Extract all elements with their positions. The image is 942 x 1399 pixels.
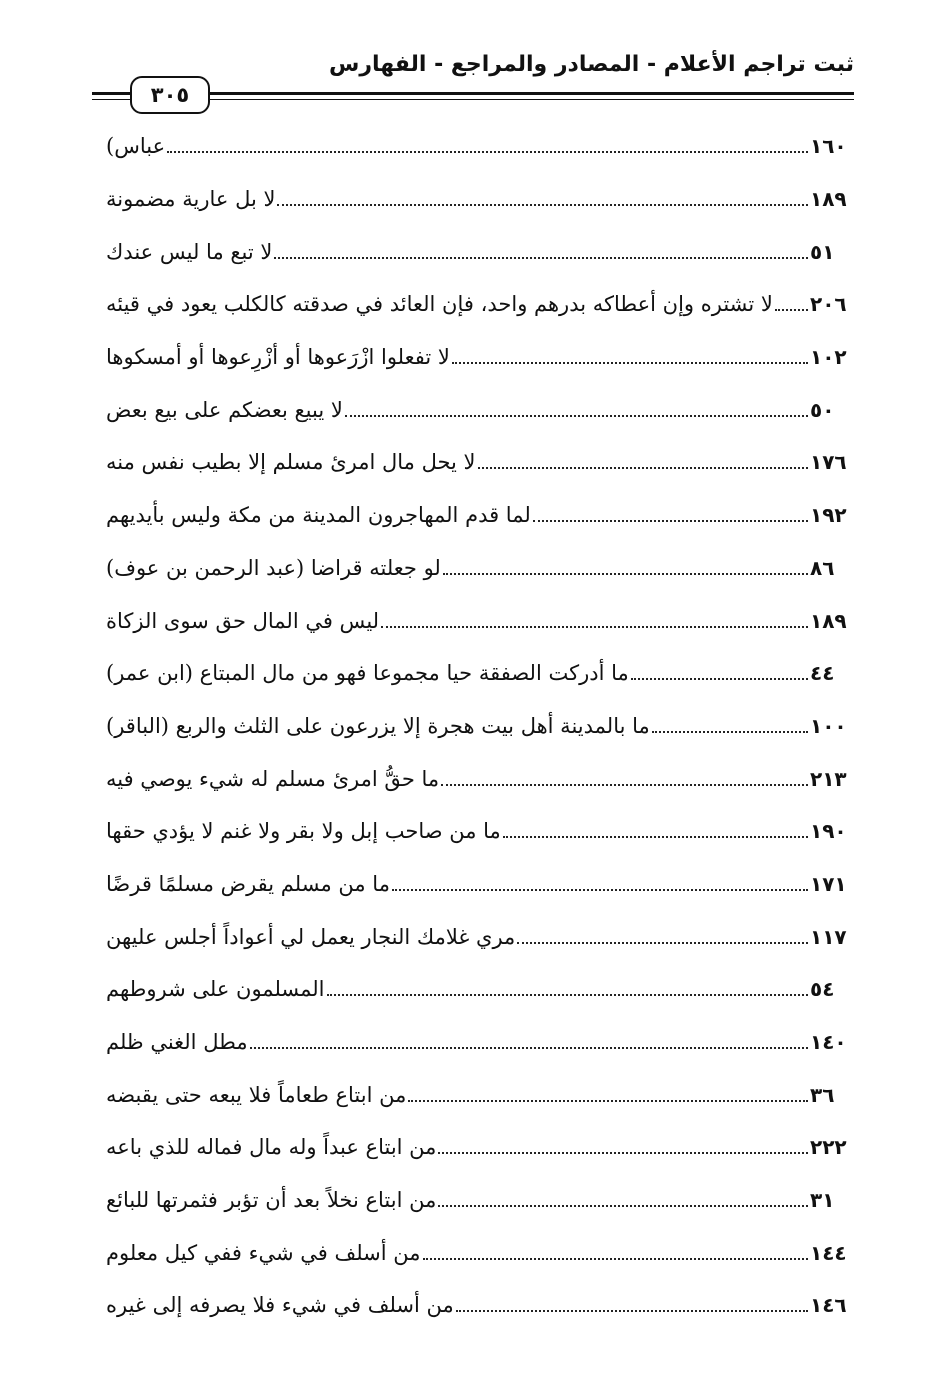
dot-leader — [503, 836, 808, 838]
entry-page-number: ٥٤ — [810, 977, 835, 1002]
entry-text: لو جعلته قراضا (عبد الرحمن بن عوف) — [106, 555, 441, 580]
entry-text: مطل الغني ظلم — [106, 1030, 248, 1055]
index-entry — [102, 752, 850, 805]
index-entry — [102, 278, 850, 331]
entry-text: ليس في المال حق سوى الزكاة — [106, 608, 380, 633]
dot-leader — [478, 467, 808, 469]
index-entry — [102, 1121, 850, 1174]
index-entry — [102, 489, 850, 542]
entry-text: لا تشتره وإن أعطاكه بدرهم واحد، فإن العائد في صدقته كالكلب يعود في قيئه — [106, 292, 773, 317]
dot-leader — [250, 1047, 808, 1049]
index-entry — [102, 647, 850, 700]
dot-leader — [277, 204, 808, 206]
entry-text: من أسلف في شيء ففي كيل معلوم — [106, 1240, 421, 1265]
dot-leader — [381, 626, 808, 628]
entry-page-number: ٤٤ — [810, 661, 835, 686]
index-entry — [102, 858, 850, 911]
index-entry — [102, 594, 850, 647]
index-entry — [102, 542, 850, 595]
dot-leader — [456, 1310, 808, 1312]
entry-page-number: ١٦٠ — [810, 134, 847, 159]
entry-page-number: ٢١٣ — [810, 766, 847, 791]
dot-leader — [452, 362, 808, 364]
index-entry — [102, 225, 850, 278]
entry-text: من ابتاع عبداً وله مال فماله للذي باعه — [106, 1135, 437, 1160]
entry-page-number: ١٩٢ — [810, 503, 847, 528]
entry-text: ما من صاحب إبل ولا بقر ولا غنم لا يؤدي حقها — [106, 819, 501, 844]
entry-page-number: ١١٧ — [810, 924, 847, 949]
index-entry — [102, 1016, 850, 1069]
entry-page-number: ١٠٢ — [810, 345, 847, 370]
entry-page-number: ١٨٩ — [810, 187, 847, 212]
entry-page-number: ١٩٠ — [810, 819, 847, 844]
entry-text: مري غلامك النجار يعمل لي أعواداً أجلس عليهن — [106, 924, 516, 949]
index-entry — [102, 173, 850, 226]
entry-page-number: ٢٠٦ — [810, 292, 847, 317]
entry-text: لا تبع ما ليس عندك — [106, 239, 273, 264]
index-entry — [102, 963, 850, 1016]
entry-page-number: ٥٠ — [810, 397, 835, 422]
index-entry — [102, 805, 850, 858]
dot-leader — [533, 520, 808, 522]
index-entry — [102, 1068, 850, 1121]
dot-leader — [408, 1100, 808, 1102]
entry-text: من أسلف في شيء فلا يصرفه إلى غيره — [106, 1293, 454, 1318]
index-entry — [102, 700, 850, 753]
index-entry — [102, 1174, 850, 1227]
dot-leader — [327, 994, 808, 996]
entry-text: ما بالمدينة أهل بيت هجرة إلا يزرعون على الثلث والربع (الباقر) — [106, 713, 650, 738]
entry-text: من ابتاع نخلاً بعد أن تؤبر فثمرتها للبائع — [106, 1188, 437, 1213]
dot-leader — [652, 731, 808, 733]
dot-leader — [438, 1205, 808, 1207]
index-entry — [102, 910, 850, 963]
entry-text: ما حقُّ امرئ مسلم له شيء يوصي فيه — [106, 766, 440, 791]
dot-leader — [631, 678, 808, 680]
entry-text: من ابتاع طعاماً فلا يبعه حتى يقبضه — [106, 1082, 407, 1107]
dot-leader — [423, 1258, 808, 1260]
page-number: ٣٠٥ — [150, 83, 190, 107]
entry-text: عباس) — [106, 134, 166, 159]
entry-page-number: ١٤٠ — [810, 1030, 847, 1055]
dot-leader — [438, 1152, 808, 1154]
dot-leader — [345, 415, 808, 417]
index-entry — [102, 1226, 850, 1279]
entry-text: المسلمون على شروطهم — [106, 977, 325, 1002]
entry-page-number: ١٤٤ — [810, 1240, 847, 1265]
index-entry — [102, 1279, 850, 1332]
running-header: ثبت تراجم الأعلام - المصادر والمراجع - الفهارس — [328, 52, 854, 77]
dot-leader — [441, 784, 808, 786]
entry-page-number: ١٧٦ — [810, 450, 847, 475]
index-entry — [102, 120, 850, 173]
entry-text: لا تفعلوا ازْرَعوها أو أزْرِعوها أو أمسكوها — [106, 345, 450, 370]
entry-text: ما أدركت الصفقة حيا مجموعا فهو من مال المبتاع (ابن عمر) — [106, 661, 629, 686]
dot-leader — [167, 151, 808, 153]
page-number-frame — [130, 76, 210, 114]
dot-leader — [775, 309, 808, 311]
entry-page-number: ١٠٠ — [810, 713, 847, 738]
entry-page-number: ٨٦ — [810, 555, 835, 580]
index-entry — [102, 436, 850, 489]
hadith-index-list — [102, 120, 850, 1332]
entry-text: لا بل عارية مضمونة — [106, 187, 276, 212]
entry-page-number: ٣٦ — [810, 1082, 835, 1107]
index-entry — [102, 383, 850, 436]
dot-leader — [443, 573, 808, 575]
dot-leader — [274, 257, 808, 259]
entry-text: لا يحل مال امرئ مسلم إلا بطيب نفس منه — [106, 450, 476, 475]
entry-text: ما من مسلم يقرض مسلمًا قرضًا — [106, 871, 390, 896]
dot-leader — [517, 942, 808, 944]
entry-page-number: ٣١ — [810, 1188, 835, 1213]
entry-page-number: ١٨٩ — [810, 608, 847, 633]
entry-page-number: ١٤٦ — [810, 1293, 847, 1318]
entry-page-number: ٥١ — [810, 239, 835, 264]
entry-text: لا يبيع بعضكم على بيع بعض — [106, 397, 343, 422]
entry-text: لما قدم المهاجرون المدينة من مكة وليس بأيديهم — [106, 503, 531, 528]
entry-page-number: ١٧١ — [810, 871, 847, 896]
entry-page-number: ٢٢٢ — [810, 1135, 847, 1160]
dot-leader — [392, 889, 808, 891]
index-entry — [102, 331, 850, 384]
